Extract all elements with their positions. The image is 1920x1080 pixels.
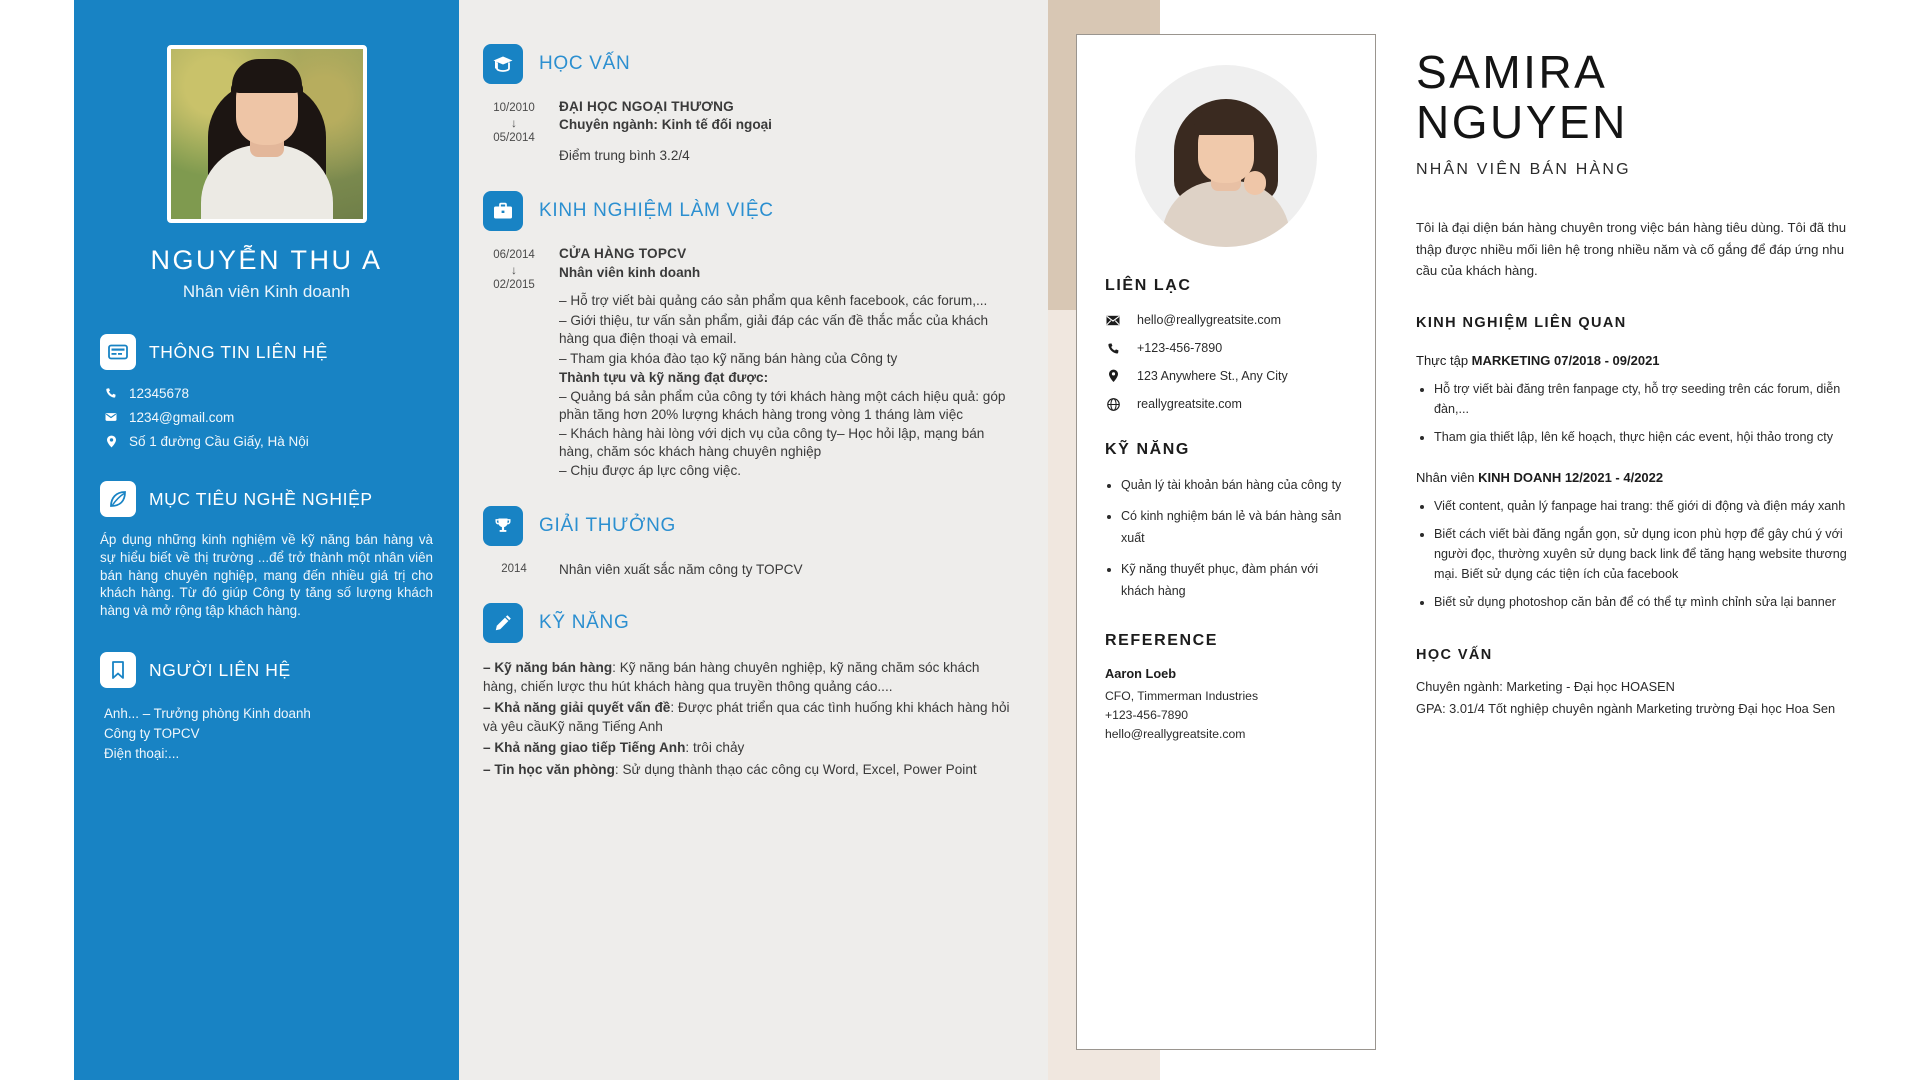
achievements-label: Thành tựu và kỹ năng đạt được: — [559, 370, 769, 386]
job-type: Nhân viên — [1416, 470, 1479, 486]
intro-text: Tôi là đại diện bán hàng chuyên trong việc bán hàng tiêu dùng. Tôi đã thu thập được nhiều mối liên hệ trong nhiều năm và cố gắng để đáp ứng nhu cầu của khách hàng. — [1416, 220, 1847, 279]
experience-bullet: • Viết content, quản lý fanpage hai trang: thế giới di động và điện máy xanh — [1434, 497, 1866, 517]
location-pin-icon — [104, 434, 118, 448]
trophy-icon — [483, 506, 523, 546]
education-school: ĐẠI HỌC NGOẠI THƯƠNG — [559, 99, 734, 114]
experience-bullet: • Hỗ trợ viết bài đăng trên fanpage cty, hỗ trợ seeding trên các forum, diễn đàn,... — [1434, 380, 1866, 420]
experience-details — [559, 245, 1010, 480]
section-title-education: HỌC VẤN — [1416, 646, 1493, 663]
reference-person-name: Anh... – Trưởng phòng Kinh doanh — [104, 706, 311, 722]
section-title-skills: KỸ NĂNG — [1105, 441, 1190, 458]
contact-list — [1105, 313, 1347, 411]
contact-phone-row — [1105, 341, 1347, 355]
left-margin — [0, 0, 74, 1080]
education-major: Chuyên ngành: Kinh tế đối ngoại — [559, 117, 772, 133]
phone-icon — [1105, 342, 1121, 355]
section-header-education — [483, 44, 1010, 84]
skill-item — [483, 739, 1010, 757]
skill-text: : Kỹ năng bán hàng chuyên nghiệp, kỹ năng chăm sóc khách hàng, chiến lược thu hút khách hàng qua truyền thông quảng cáo.... — [483, 660, 980, 694]
contact-list — [100, 386, 433, 449]
experience-bullet: – Hỗ trợ viết bài quảng cáo sản phẩm qua kênh facebook, các forum,... — [559, 293, 988, 309]
skill-text: : trôi chảy — [685, 740, 745, 756]
skill-item: • Kỹ năng thuyết phục, đàm phán với khách hàng — [1121, 559, 1347, 603]
skill-text: : Được phát triển qua các tình huống khi khách hàng hỏi và yêu cầuKỹ năng Tiếng Anh — [483, 700, 1010, 734]
left-resume-main-column — [459, 0, 1048, 1080]
section-header-award — [483, 506, 1010, 546]
reference-email: hello@reallygreatsite.com — [1105, 727, 1246, 742]
id-card-icon — [100, 334, 136, 370]
graduation-cap-icon — [483, 44, 523, 84]
section-title-experience: KINH NGHIỆM LÀM VIỆC — [539, 200, 774, 222]
experience-bullets — [1416, 497, 1866, 612]
section-title-experience: KINH NGHIỆM LIÊN QUAN — [1416, 315, 1627, 332]
contact-website-value: reallygreatsite.com — [1137, 397, 1242, 411]
education-major: Chuyên ngành: Marketing - Đại học HOASEN — [1416, 678, 1675, 694]
section-header-reference-person — [100, 652, 433, 688]
experience-bullets — [559, 292, 1010, 368]
right-resume-document — [1048, 0, 1920, 1080]
skill-label: – Kỹ năng bán hàng — [483, 660, 613, 676]
award-year: 2014 — [501, 563, 527, 576]
contact-email-row — [104, 410, 433, 425]
avatar — [167, 45, 367, 223]
phone-icon — [104, 386, 118, 399]
reference-person-block — [100, 704, 433, 764]
section-header-objective — [100, 481, 433, 517]
education-gpa: GPA: 3.01/4 Tốt nghiệp chuyên ngành Marketing trường Đại học Hoa Sen — [1416, 701, 1836, 717]
experience-job-heading — [1416, 470, 1866, 485]
education-date-from: 10/2010 — [493, 102, 535, 114]
education-entry — [483, 98, 1010, 165]
section-header-skills — [483, 603, 1010, 643]
experience-bullet: – Tham gia khóa đào tạo kỹ năng bán hàng của Công ty — [559, 350, 898, 366]
award-entry — [483, 562, 1010, 577]
reference-person-company: Công ty TOPCV — [104, 726, 200, 742]
contact-address-row — [1105, 369, 1347, 383]
experience-date-to: 02/2015 — [493, 279, 535, 292]
experience-company: CỬA HÀNG TOPCV — [559, 246, 687, 262]
bookmark-icon — [100, 652, 136, 688]
contact-phone-value: +123-456-7890 — [1137, 341, 1223, 355]
job-title-period: MARKETING 07/2018 - 09/2021 — [1471, 353, 1660, 369]
avatar — [1135, 65, 1317, 247]
contact-email-row — [1105, 313, 1347, 327]
contact-email-value: 1234@gmail.com — [129, 410, 235, 425]
section-title-education: HỌC VẤN — [539, 53, 631, 74]
contact-email-value: hello@reallygreatsite.com — [1137, 313, 1282, 327]
experience-bullet: • Biết cách viết bài đăng ngắn gọn, sử dụng icon phù hợp để gây chú ý với người đọc, thường xuyên sử dụng back link để tăng hạng website thương mại. Biết sử dụng các tiện ích của facebook — [1434, 525, 1866, 585]
contact-website-row — [1105, 397, 1347, 411]
skill-text: : Sử dụng thành thạo các công cụ Word, Excel, Power Point — [614, 761, 977, 777]
leaf-icon — [100, 481, 136, 517]
right-resume-sidebar — [1076, 34, 1376, 1050]
skill-item: • Quản lý tài khoản bán hàng của công ty — [1121, 475, 1347, 497]
skills-list — [1105, 475, 1347, 602]
experience-job-heading — [1416, 353, 1866, 368]
experience-bullet: • Biết sử dụng photoshop căn bản để có thể tự mình chỉnh sửa lại banner — [1434, 593, 1866, 613]
objective-text: Áp dụng những kinh nghiệm về kỹ năng bán hàng và sự hiểu biết về thị trường ...để trở thành một nhân viên bán hàng chuyên nghiệp, mang đến nhiều giá trị cho khách hàng. Từ đó giúp Công ty tăng số lượng khách hàng và mở rộng tập khách hàng. — [100, 532, 433, 619]
contact-phone-value: 12345678 — [129, 386, 190, 401]
award-text: Nhân viên xuất sắc năm công ty TOPCV — [559, 562, 803, 578]
skill-label: – Khả năng giải quyết vấn đề — [483, 700, 671, 716]
reference-company: CFO, Timmerman Industries — [1105, 689, 1259, 704]
experience-bullet: – Giới thiệu, tư vấn sản phẩm, giải đáp các vấn đề thắc mắc của khách hàng qua điện thoại và email. — [559, 312, 989, 347]
reference-person-phone: Điện thoại:... — [104, 746, 180, 762]
achievement-bullet: – Quảng bá sản phẩm của công ty tới khách hàng một cách hiệu quả: góp phần tăng hơn 20% lượng khách hàng trong vòng 1 tháng làm việc — [559, 388, 1006, 423]
job-role-subtitle: NHÂN VIÊN BÁN HÀNG — [1416, 161, 1631, 179]
down-arrow-icon: ↓ — [511, 115, 517, 130]
contact-address-value: 123 Anywhere St., Any City — [1137, 369, 1288, 383]
experience-position: Nhân viên kinh doanh — [559, 264, 701, 280]
section-header-experience — [483, 191, 1010, 231]
education-details — [559, 98, 1010, 165]
skill-label: – Tin học văn phòng — [483, 761, 615, 777]
section-title-objective: MỤC TIÊU NGHỀ NGHIỆP — [149, 488, 373, 509]
experience-date-from: 06/2014 — [493, 249, 535, 262]
section-title-award: GIẢI THƯỞNG — [539, 515, 676, 537]
contact-phone-row — [104, 386, 433, 401]
experience-bullet: • Tham gia thiết lập, lên kế hoạch, thực hiện các event, hội thảo trong cty — [1434, 428, 1866, 448]
envelope-icon — [1105, 315, 1121, 326]
education-dates — [483, 98, 545, 165]
last-name: NGUYEN — [1416, 95, 1628, 148]
reference-phone: +123-456-7890 — [1105, 708, 1189, 723]
right-resume-main-column — [1376, 0, 1920, 1080]
job-role-subtitle: Nhân viên Kinh doanh — [182, 282, 351, 301]
job-title-period: KINH DOANH 12/2021 - 4/2022 — [1478, 470, 1664, 486]
location-pin-icon — [1105, 369, 1121, 383]
envelope-icon — [104, 410, 118, 423]
page-title: NGUYỄN THU A — [150, 245, 383, 275]
achievement-bullet: – Chịu được áp lực công việc. — [559, 462, 742, 478]
section-header-contact — [100, 334, 433, 370]
experience-dates — [483, 245, 545, 480]
globe-icon — [1105, 398, 1121, 411]
skill-item — [483, 699, 1010, 736]
section-title-contact: THÔNG TIN LIÊN HỆ — [149, 341, 329, 362]
left-resume-sidebar — [74, 0, 459, 1080]
page-title — [1416, 48, 1866, 147]
job-type: Thực tập — [1416, 353, 1472, 369]
avatar-person — [171, 49, 363, 219]
skills-list — [483, 659, 1010, 779]
contact-address-value: Số 1 đường Cầu Giấy, Hà Nội — [129, 434, 309, 449]
section-title-contact: LIÊN LẠC — [1105, 277, 1192, 294]
experience-entry — [483, 245, 1010, 480]
contact-address-row — [104, 434, 433, 449]
briefcase-icon — [483, 191, 523, 231]
achievement-bullet: – Khách hàng hài lòng với dịch vụ của công ty– Học hỏi lập, mạng bán hàng, chăm sóc khách hàng chuyên nghiệp — [559, 425, 985, 460]
education-date-to: 05/2014 — [493, 131, 535, 144]
skill-label: – Khả năng giao tiếp Tiếng Anh — [483, 740, 686, 756]
skill-item: • Có kinh nghiệm bán lẻ và bán hàng sản xuất — [1121, 506, 1347, 550]
pencil-icon — [483, 603, 523, 643]
education-gpa: Điểm trung bình 3.2/4 — [559, 147, 690, 163]
skill-item — [483, 659, 1010, 696]
section-title-reference-person: NGƯỜI LIÊN HỆ — [149, 659, 291, 680]
section-title-skills: KỸ NĂNG — [539, 612, 630, 634]
reference-name: Aaron Loeb — [1105, 666, 1177, 682]
skill-item — [483, 761, 1010, 779]
section-title-reference: REFERENCE — [1105, 632, 1219, 650]
first-name: SAMIRA — [1416, 46, 1608, 98]
down-arrow-icon: ↓ — [511, 263, 517, 278]
experience-bullets — [1416, 380, 1866, 448]
